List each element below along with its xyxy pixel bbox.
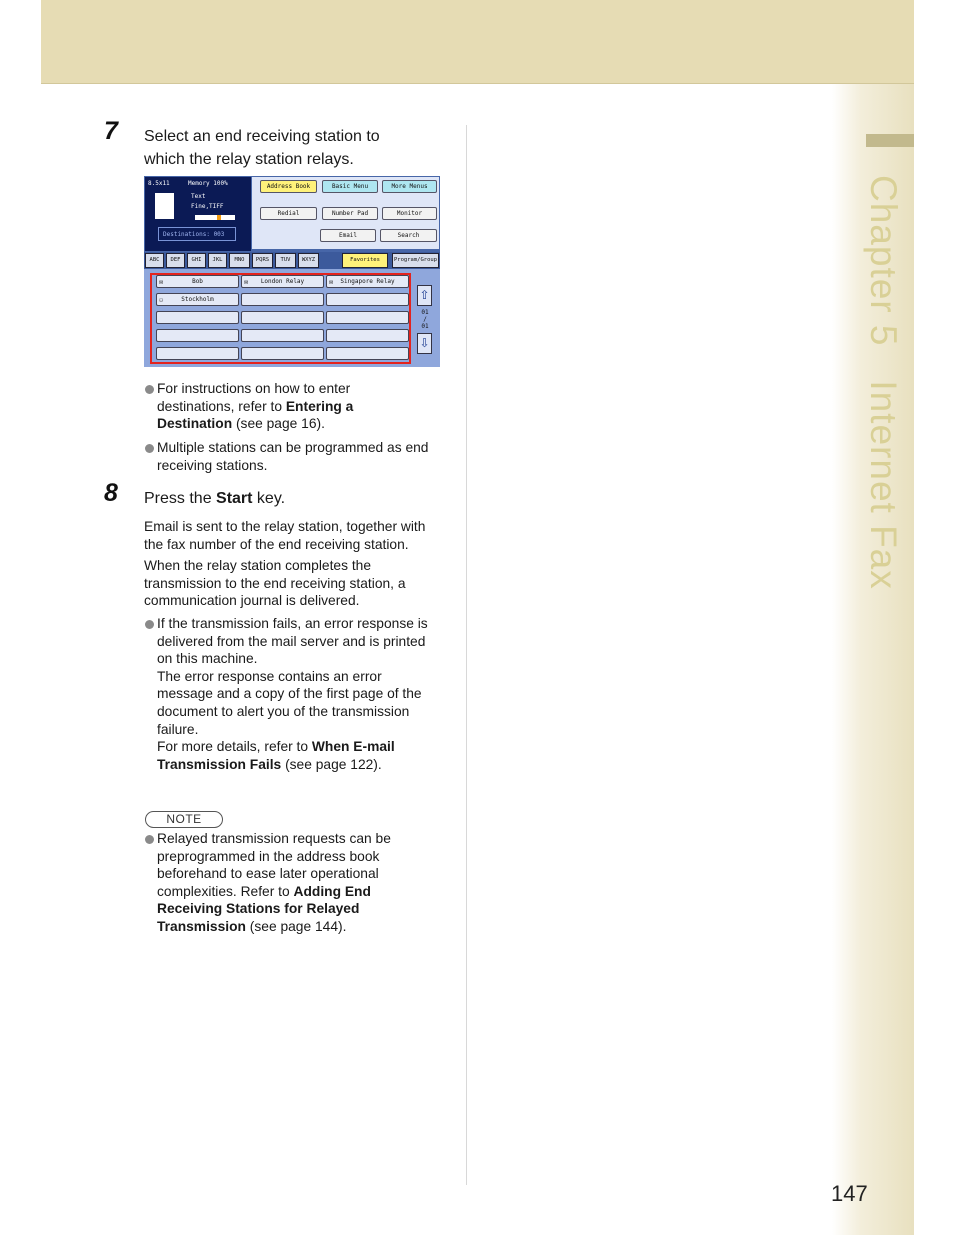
bullet-icon xyxy=(145,385,154,394)
note-badge: NOTE xyxy=(145,811,223,828)
monitor-button[interactable]: Monitor xyxy=(382,207,437,220)
fax-screen-screenshot xyxy=(144,176,440,367)
tab-favorites[interactable]: Favorites xyxy=(342,253,388,268)
step-7-number: 7 xyxy=(104,117,118,145)
page-indicator: 01 / 01 xyxy=(421,309,429,330)
step-8-number: 8 xyxy=(104,479,118,507)
step-7-instruction: Select an end receiving station to which the relay station relays. xyxy=(144,128,380,168)
tab-wxyz[interactable]: WXYZ xyxy=(298,253,319,268)
quality-mode: Fine,TIFF xyxy=(191,203,224,210)
tab-ghi[interactable]: GHI xyxy=(187,253,206,268)
tab-mno[interactable]: MNO xyxy=(229,253,250,268)
memory-status: Memory 100% xyxy=(188,180,228,187)
entry-singapore-relay[interactable]: ✉ Singapore Relay xyxy=(326,275,409,288)
arrow-down-icon: ⇩ xyxy=(419,336,430,350)
entry-stockholm[interactable]: ⚇ Stockholm xyxy=(156,293,239,306)
tab-program-group[interactable]: Program/Group xyxy=(392,253,439,268)
note-bullet: Relayed transmission requests can be preprogrammed in the address book beforehand to ease later operational complexities. Refer to Adding End Receiving Stations for Relayed Transmission (see page 144). xyxy=(144,830,444,936)
header-band xyxy=(41,0,914,84)
contrast-bar xyxy=(195,215,235,220)
index-tabs xyxy=(144,252,440,269)
tab-def[interactable]: DEF xyxy=(166,253,185,268)
step-8-bullet: If the transmission fails, an error response is delivered from the mail server and is printed on this machine. The error response contains an error message and a copy of the first page of the document to alert you of the transmission failure. For more details, refer to When E-mail Transmission Fails (see page 122). xyxy=(144,615,444,773)
chapter-title: Chapter 5 Internet Fax xyxy=(863,175,904,590)
group-icon: ⚇ xyxy=(159,296,164,304)
arrow-up-icon: ⇧ xyxy=(419,288,430,302)
highlight-box xyxy=(150,273,411,364)
email-icon: ✉ xyxy=(329,278,334,286)
column-divider xyxy=(466,125,467,1185)
station-icon: ✉ xyxy=(159,278,164,286)
redial-button[interactable]: Redial xyxy=(260,207,317,220)
text-mode: Text xyxy=(191,193,206,200)
tab-jkl[interactable]: JKL xyxy=(208,253,227,268)
step-8-instruction: Press the Start key. xyxy=(144,490,286,507)
step-7-bullet-2: Multiple stations can be programmed as end receiving stations. xyxy=(144,439,444,474)
bullet-icon xyxy=(145,835,154,844)
destinations-count: Destinations: 003 xyxy=(158,227,236,241)
tab-pqrs[interactable]: PQRS xyxy=(252,253,273,268)
lcd-status xyxy=(145,177,251,251)
email-icon: ✉ xyxy=(244,278,249,286)
step-8-paragraph-1: Email is sent to the relay station, together with the fax number of the end receiving station. xyxy=(144,519,426,552)
step-8-paragraph-2: When the relay station completes the transmission to the end receiving station, a communication journal is delivered. xyxy=(144,558,406,609)
page-number: 147 xyxy=(831,1181,868,1206)
chapter-marker xyxy=(866,134,914,147)
paper-size: 8.5x11 xyxy=(148,180,170,187)
basic-menu-button[interactable]: Basic Menu xyxy=(322,180,378,193)
more-menus-button[interactable]: More Menus xyxy=(382,180,437,193)
bullet-icon xyxy=(145,620,154,629)
scroll-up-button[interactable] xyxy=(417,285,432,306)
entry-bob[interactable]: ✉ Bob xyxy=(156,275,239,288)
address-book-button[interactable]: Address Book xyxy=(260,180,317,193)
scroll-down-button[interactable] xyxy=(417,333,432,354)
entry-london-relay[interactable]: ✉ London Relay xyxy=(241,275,324,288)
tab-tuv[interactable]: TUV xyxy=(275,253,296,268)
bullet-icon xyxy=(145,444,154,453)
email-button[interactable]: Email xyxy=(320,229,376,242)
document-icon xyxy=(155,193,174,219)
search-button[interactable]: Search xyxy=(380,229,437,242)
function-buttons-area xyxy=(252,177,439,249)
tab-abc[interactable]: ABC xyxy=(145,253,164,268)
step-7-bullet-1: For instructions on how to enter destinations, refer to Entering a Destination (see page 16). xyxy=(144,380,444,433)
number-pad-button[interactable]: Number Pad xyxy=(322,207,378,220)
